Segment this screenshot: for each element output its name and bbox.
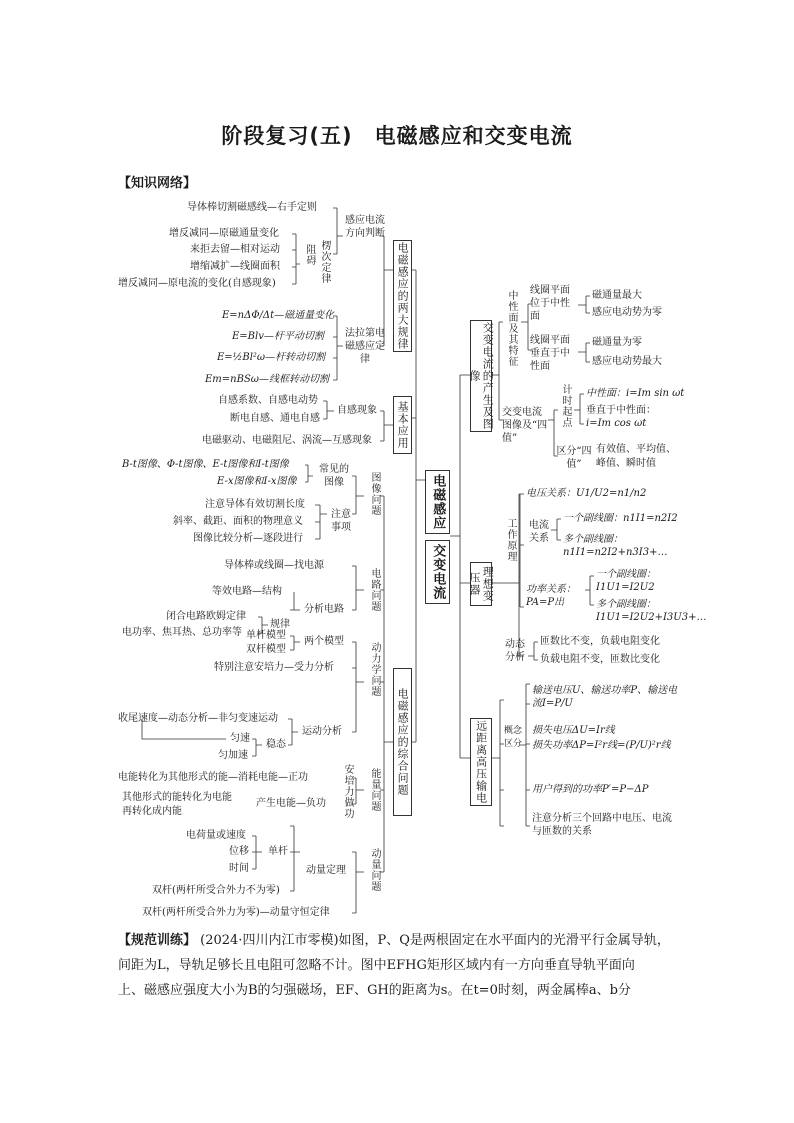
label-dynamics: 动力学问题 <box>369 642 380 697</box>
label-faraday: 法拉第电磁感应定律 <box>345 328 385 365</box>
model-single: 单杆模型 <box>246 630 286 641</box>
neutral-case-1: 线圈平面位于中性面 <box>530 285 570 322</box>
lenz-item-3: 增缩减扩—线圈面积 <box>190 261 280 272</box>
label-current-relation: 电流关系 <box>529 520 549 544</box>
voltage-relation: 电压关系：U1/U2=n1/n2 <box>526 488 647 499</box>
transmission-item-5: 注意分析三个回路中电压、电流与匝数的关系 <box>532 813 672 837</box>
branch-transmission: 远距离高压输电 <box>470 718 492 806</box>
label-ac-graph-four-values: 交变电流图像及“四值” <box>502 407 548 444</box>
label-momentum-theorem: 动量定理 <box>306 865 346 876</box>
right-hand-rule: 导体棒切割磁感线—右手定则 <box>187 202 317 213</box>
common-graph-2: E-x图像和I-x图像 <box>217 476 297 487</box>
timing-perpendicular-formula: i=Im cos ωt <box>586 418 647 429</box>
exercise-label: 【规范训练】 <box>118 933 197 948</box>
label-lenz-law: 楞次定律 <box>319 240 330 284</box>
dynamic-item-1: 匝数比不变，负载电阻变化 <box>540 636 660 647</box>
branch-two-laws: 电磁感应的两大规律 <box>393 240 412 352</box>
lenz-item-1: 增反减同—原磁通量变化 <box>169 228 279 239</box>
double-rod-1: 双杆(两杆所受合外力不为零) <box>152 885 280 896</box>
energy-negative-work: 产生电能—负功 <box>256 798 326 809</box>
branch-basic-app: 基本应用 <box>393 396 412 454</box>
current-multi: 多个副线圈：n1I1=n2I2+n3I3+… <box>563 534 668 558</box>
exercise-line-3: 上、磁感应强度大小为B的匀强磁场，EF、GH的距离为s。在t=0时刻，两金属棒a、b分 <box>118 983 631 998</box>
note-1: 注意导体有效切割长度 <box>205 499 305 510</box>
power-multi: 多个副线圈：I1U1=I2U2+I3U3+… <box>596 599 707 623</box>
rule-item-2: 电功率、焦耳热、总功率等 <box>122 627 242 638</box>
neutral-case-1-item-1: 磁通量最大 <box>592 290 642 301</box>
four-values-1: 有效值、平均值、 <box>596 444 676 455</box>
label-distinguish-four: 区分“四值” <box>556 446 592 470</box>
current-single: 一个副线圈：n1I1=n2I2 <box>563 513 678 524</box>
note-3: 图像比较分析—逐段进行 <box>193 533 303 544</box>
single-item-1: 电荷量或速度 <box>186 830 246 841</box>
single-item-3: 时间 <box>229 863 249 874</box>
page-title: 阶段复习(五) 电磁感应和交变电流 <box>221 124 573 148</box>
branch-comprehensive: 电磁感应的综合问题 <box>393 668 412 816</box>
equivalent-circuit: 等效电路—结构 <box>212 586 282 597</box>
neutral-case-1-item-2: 感应电动势为零 <box>592 307 662 318</box>
label-two-models: 两个模型 <box>304 636 344 647</box>
faraday-item-1: E=nΔΦ/Δt—磁通量变化 <box>222 310 335 321</box>
branch-transformer: 理想变压器 <box>470 562 492 606</box>
power-relation: 功率关系：PA=P出 <box>526 584 576 608</box>
faraday-item-4: Em=nBSω—线框转动切割 <box>205 374 329 385</box>
neutral-case-2-item-1: 磁通量为零 <box>592 337 642 348</box>
transmission-item-3: 损失功率ΔP=I²r线=(P/U)²r线 <box>532 740 671 751</box>
label-concept-distinguish: 概念区分 <box>503 726 522 749</box>
steady-accel: 匀加速 <box>218 750 248 761</box>
label-momentum: 动量问题 <box>369 848 380 892</box>
label-current-direction: 感应电流方向判断 <box>345 215 385 239</box>
ampere-force-note: 特别注意安培力—受力分析 <box>214 662 334 673</box>
label-notes: 注意事项 <box>331 509 351 533</box>
timing-perpendicular: 垂直于中性面： <box>586 405 656 416</box>
label-hinder: 阻碍 <box>304 244 315 266</box>
faraday-item-2: E=Blv—杆平动切割 <box>232 331 324 342</box>
circuit-source: 导体棒或线圈—找电源 <box>224 560 324 571</box>
lenz-item-2: 来拒去留—相对运动 <box>190 244 280 255</box>
note-2: 斜率、截距、面积的物理意义 <box>173 516 303 527</box>
dynamic-item-2: 负载电阻不变，匝数比变化 <box>540 654 660 665</box>
label-ampere-work: 安培力做功 <box>342 764 353 819</box>
rule-item-1: 闭合电路欧姆定律 <box>166 611 246 622</box>
energy-positive-work: 电能转化为其他形式的能—消耗电能—正功 <box>118 772 308 783</box>
label-rule: 规律 <box>270 619 290 630</box>
single-item-2: 位移 <box>229 846 249 857</box>
center-box-electromagnetic: 电磁感应 <box>425 470 450 534</box>
four-values-2: 峰值、瞬时值 <box>596 458 656 469</box>
common-graph-1: B-t图像、Φ-t图像、E-t图像和I-t图像 <box>122 459 289 470</box>
exercise-paragraph <box>118 928 678 1003</box>
branch-ac-production: 交变电流的产生及图像 <box>468 322 495 430</box>
timing-neutral: 中性面：i=Im sin ωt <box>586 388 685 399</box>
self-induction-item-2: 断电自感、通电自感 <box>230 413 320 424</box>
self-induction-item-1: 自感系数、自感电动势 <box>218 395 318 406</box>
label-dynamic-analysis: 动态分析 <box>505 639 525 663</box>
energy-convert-1: 其他形式的能转化为电能 <box>122 792 232 803</box>
exercise-line-2: 间距为L，导轨足够长且电阻可忽略不计。图中EFHG矩形区域内有一方向垂直导轨平面向 <box>118 958 635 973</box>
label-circuit-problems: 电路问题 <box>369 568 380 612</box>
label-motion-analysis: 运动分析 <box>302 726 342 737</box>
section-label: 【知识网络】 <box>118 176 197 191</box>
exercise-line-1: 如图，P、Q是两根固定在水平面内的光滑平行金属导轨， <box>338 933 670 948</box>
lenz-item-4: 增反减同—原电流的变化(自感现象) <box>118 278 276 289</box>
label-energy: 能量问题 <box>369 768 380 812</box>
label-common-graphs: 常见的图像 <box>319 464 349 488</box>
steady-uniform: 匀速 <box>230 733 250 744</box>
label-graph-problems: 图像问题 <box>369 472 380 516</box>
label-neutral-plane: 中性面及其特征 <box>506 290 517 367</box>
transmission-item-2: 损失电压ΔU=Ir线 <box>532 725 615 736</box>
transmission-item-4: 用户得到的功率P′=P−ΔP <box>532 784 649 795</box>
power-single: 一个副线圈：I1U1=I2U2 <box>596 569 656 593</box>
label-self-induction: 自感现象 <box>337 405 377 416</box>
neutral-case-2: 线圈平面垂直于中性面 <box>530 335 570 372</box>
double-rod-2: 双杆(两杆所受合外力为零)—动量守恒定律 <box>142 907 330 918</box>
exercise-source: (2024·四川内江市零模) <box>200 933 339 948</box>
transmission-item-1: 输送电压U、输送功率P、输送电流I=P/U <box>532 685 678 709</box>
label-analyze-circuit: 分析电路 <box>304 604 344 615</box>
model-double: 双杆模型 <box>246 644 286 655</box>
label-steady-state: 稳态 <box>266 739 286 750</box>
center-box-ac: 交变电流 <box>425 540 450 604</box>
eddy-current: 电磁驱动、电磁阻尼、涡流—互感现象 <box>202 435 372 446</box>
faraday-item-3: E=½Bl²ω—杆转动切割 <box>217 352 326 363</box>
energy-convert-2: 再转化成内能 <box>122 806 182 817</box>
label-working-principle: 工作原理 <box>505 518 516 562</box>
neutral-case-2-item-2: 感应电动势最大 <box>592 356 662 367</box>
terminal-velocity: 收尾速度—动态分析—非匀变速运动 <box>118 713 278 724</box>
label-single-rod: 单杆 <box>268 846 288 857</box>
label-timing-start: 计时起点 <box>560 384 571 428</box>
